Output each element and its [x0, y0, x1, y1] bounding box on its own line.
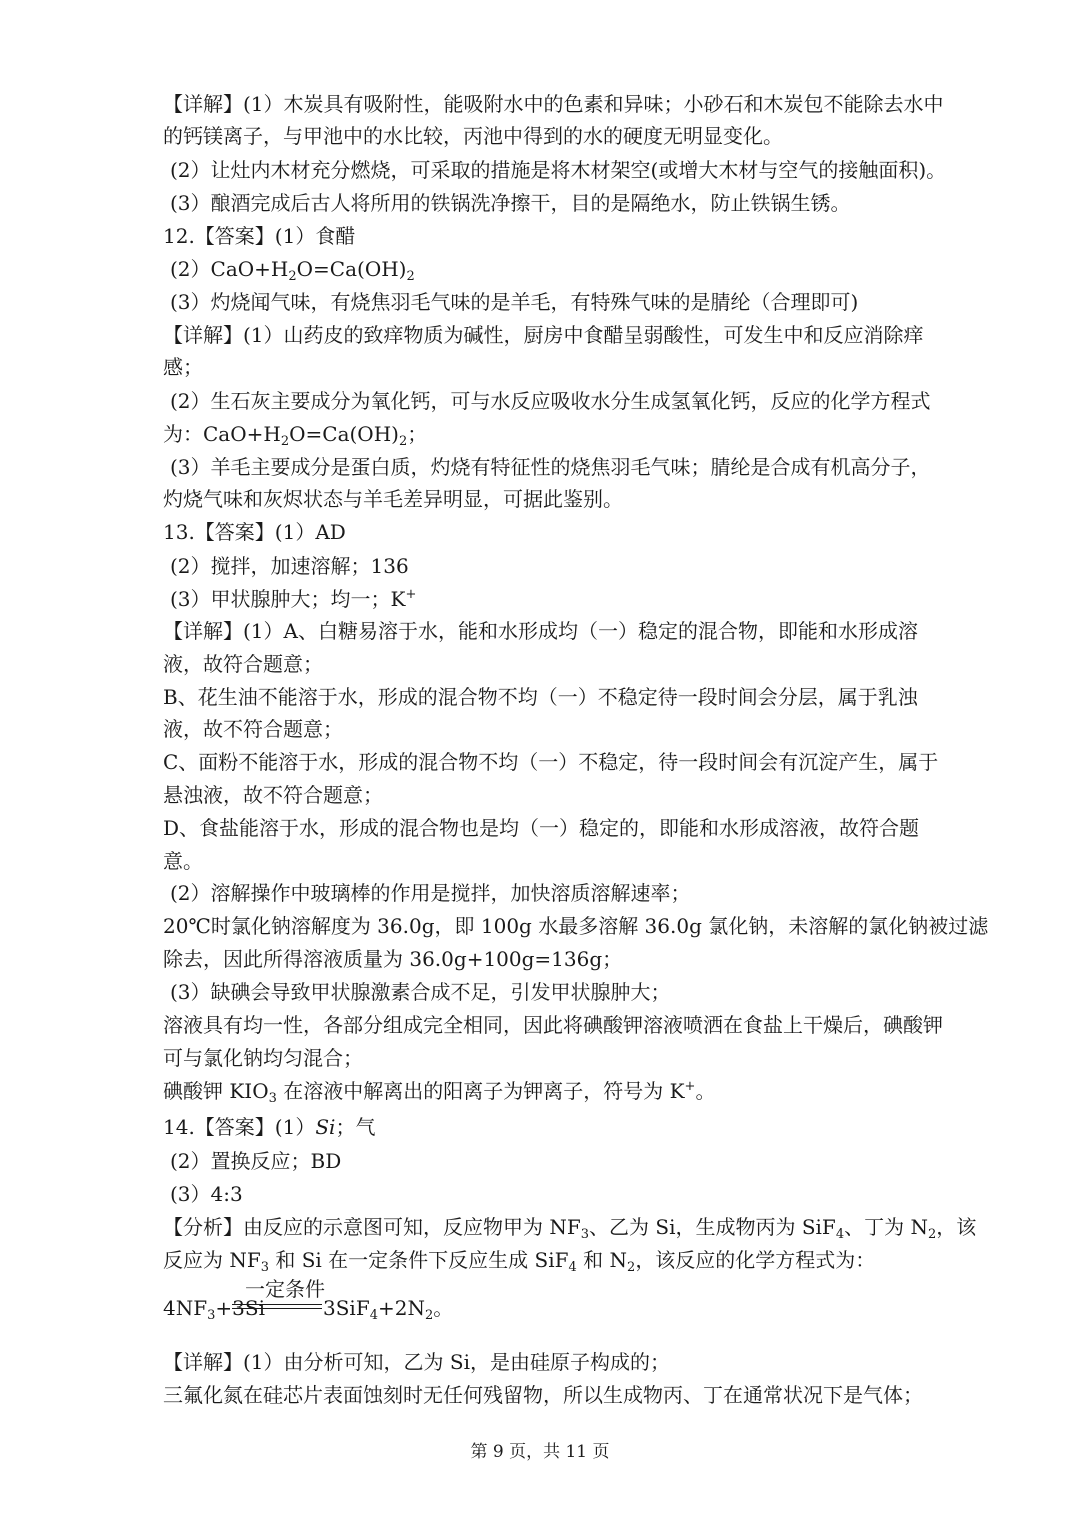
text-line: C、面粉不能溶于水，形成的混合物不均（一）不稳定，待一段时间会有沉淀产生，属于: [163, 750, 939, 774]
text-line: 【详解】(1）A、白糖易溶于水，能和水形成均（一）稳定的混合物，即能和水形成溶: [163, 619, 918, 643]
text-line: $(2)CaO+H_2O=Ca(OH)_2$: [170, 257, 415, 284]
text-line: 灼烧气味和灰烬状态与羊毛差异明显，可据此鉴别。: [163, 487, 623, 511]
text-line: 为：$CaO+H_2O=Ca(OH)_2$；: [163, 422, 428, 449]
text-line: 感；: [163, 355, 203, 379]
text-line: (3）4:3: [170, 1182, 243, 1206]
equation-bar: [232, 1308, 322, 1309]
text-line: (2）置换反应；BD: [170, 1149, 342, 1173]
text-line: (2）生石灰主要成分为氧化钙，可与水反应吸收水分生成氢氧化钙，反应的化学方程式: [170, 389, 931, 413]
text-line: (3）灼烧闻气味，有烧焦羽毛气味的是羊毛，有特殊气味的是腈纶（合理即可): [170, 290, 859, 314]
text-line: (2）溶解操作中玻璃棒的作用是搅拌，加快溶质溶解速率；: [170, 881, 691, 905]
text-line: (2）搅拌，加速溶解；136: [170, 554, 409, 578]
text-line: (3）羊毛主要成分是蛋白质，灼烧有特征性的烧焦羽毛气味；腈纶是合成有机高分子，: [170, 455, 931, 479]
text-line: 20℃时氯化钠溶解度为 36.0g，即 100g 水最多溶解 36.0g 氯化钠，未溶解的氯化钠被过滤: [163, 914, 989, 938]
text-line: (2）让灶内木材充分燃烧，可采取的措施是将木材架空(或增大木材与空气的接触面积)。: [170, 158, 947, 182]
text-line: 除去，因此所得溶液质量为 36.0g+100g=136g；: [163, 947, 623, 971]
text-line: 【分析】由反应的示意图可知，反应物甲为 $NF_3$、乙为 Si，生成物丙为 SiF$_4$、丁为 $N_2$，该: [163, 1215, 977, 1242]
text-line: 液，故不符合题意；: [163, 717, 343, 741]
text-line: 【详解】(1）木炭具有吸附性，能吸附水中的色素和异味；小砂石和木炭包不能除去水中: [163, 92, 944, 116]
equation-bar: [232, 1304, 322, 1305]
equation-condition: 一定条件: [245, 1277, 325, 1301]
answer-heading-13: 13.【答案】(1）AD: [163, 520, 346, 544]
text-line: 【详解】(1）由分析可知，乙为 Si，是由硅原子构成的；: [163, 1350, 670, 1374]
equation-reactants: $4NF_3+3Si$: [163, 1296, 265, 1323]
text-line: (3）缺碘会导致甲状腺激素合成不足，引发甲状腺肿大；: [170, 980, 671, 1004]
text-line: B、花生油不能溶于水，形成的混合物不均（一）不稳定待一段时间会分层，属于乳浊: [163, 685, 918, 709]
text-line: D、食盐能溶于水，形成的混合物也是均（一）稳定的，即能和水形成溶液，故符合题: [163, 816, 920, 840]
text-line: (3）酿酒完成后古人将所用的铁锅洗净擦干，目的是隔绝水，防止铁锅生锈。: [170, 191, 851, 215]
text-line: (3）甲状腺肿大；均一；K+: [170, 587, 417, 611]
text-line: 悬浊液，故不符合题意；: [163, 783, 383, 807]
page-footer: 第 9 页，共 11 页: [470, 1442, 610, 1462]
text-line: 溶液具有均一性，各部分组成完全相同，因此将碘酸钾溶液喷洒在食盐上干燥后，碘酸钾: [163, 1013, 943, 1037]
text-line: 三氟化氮在硅芯片表面蚀刻时无任何残留物，所以生成物丙、丁在通常状况下是气体；: [163, 1383, 923, 1407]
equation-products: $3SiF_4+2N_2$。: [323, 1296, 454, 1323]
text-line: 可与氯化钠均匀混合；: [163, 1046, 363, 1070]
text-line: 反应为 $NF_3$ 和 Si 在一定条件下反应生成 SiF$_4$ 和 $N_2$，该反应的化学方程式为：: [163, 1248, 876, 1275]
answer-heading-12: 12.【答案】(1）食醋: [163, 224, 356, 248]
text-line: 碘酸钾 $KIO_3$ 在溶液中解离出的阳离子为钾离子，符号为 K+。: [163, 1079, 716, 1106]
text-line: 的钙镁离子，与甲池中的水比较，丙池中得到的水的硬度无明显变化。: [163, 124, 783, 148]
text-line: 意。: [163, 849, 203, 873]
text-line: 液，故符合题意；: [163, 652, 323, 676]
text-line: 【详解】(1）山药皮的致痒物质为碱性，厨房中食醋呈弱酸性，可发生中和反应消除痒: [163, 323, 924, 347]
answer-heading-14: 14.【答案】(1）Si；气: [163, 1115, 376, 1139]
